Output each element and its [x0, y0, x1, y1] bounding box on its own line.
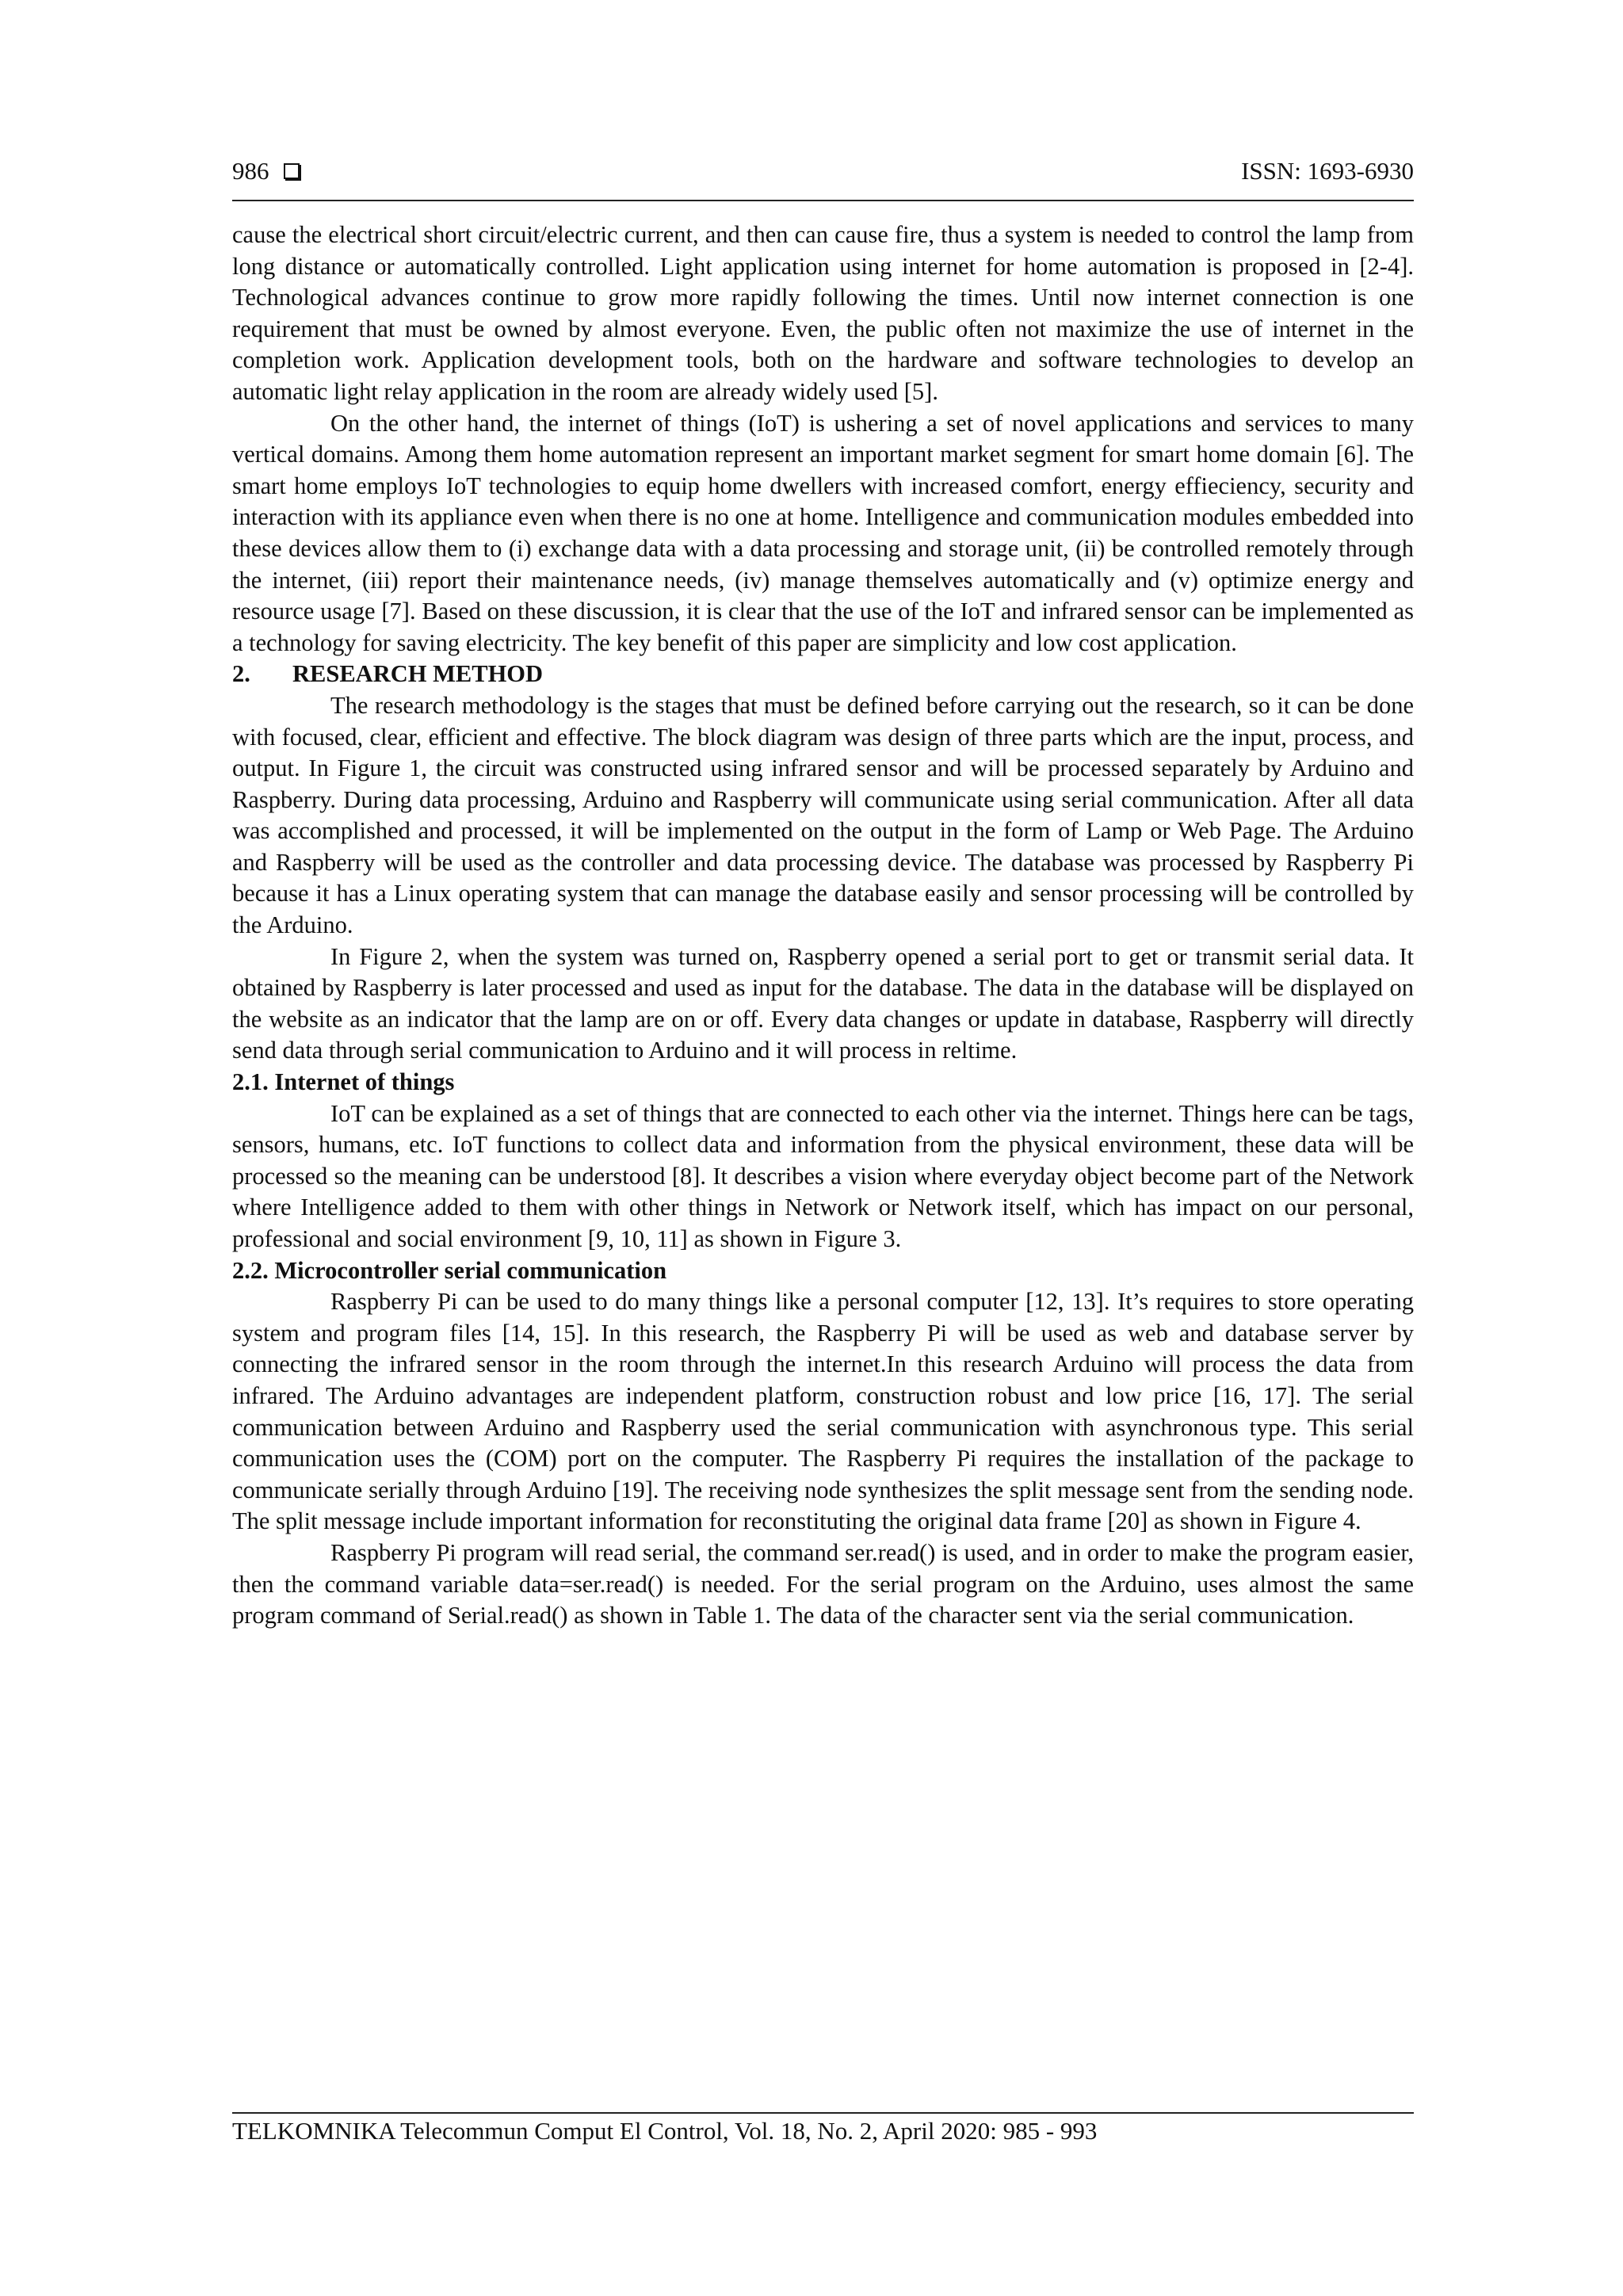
subsection-heading-serial: 2.2. Microcontroller serial communication	[232, 1256, 667, 1284]
page-number-group	[232, 155, 300, 187]
section-heading-research-method	[232, 659, 1414, 690]
page-footer	[232, 2112, 1414, 2147]
subsection-heading-iot: 2.1. Internet of things	[232, 1068, 455, 1096]
research-method-paragraph-2: In Figure 2, when the system was turned on, Raspberry opened a serial port to get or transmit serial data. It obtained by Raspberry is later processed and used as input for the database. The data in the database will be displayed on the website as an indicator that the lamp are on or off. Every data changes or update in database, Raspberry will directly send data through serial communication to Arduino and it will process in reltime.	[232, 942, 1414, 1064]
research-method-paragraph-1: The research methodology is the stages that must be defined before carrying out the research, so it can be done with focused, clear, efficient and effective. The block diagram was design of three parts which are the input, process, and output. In Figure 1, the circuit was constructed using infrared sensor and will be processed separately by Arduino and Raspberry. During data processing, Arduino and Raspberry will communicate using serial communication. After all data was accomplished and processed, it will be implemented on the output in the form of Lamp or Web Page. The Arduino and Raspberry will be used as the controller and data processing device. The database was processed by Raspberry Pi because it has a Linux operating system that can manage the database easily and sensor processing will be controlled by the Arduino.	[232, 691, 1414, 939]
issn: ISSN: 1693-6930	[1241, 157, 1414, 185]
section-number: 2.	[232, 660, 250, 688]
footer-citation: TELKOMNIKA Telecommun Comput El Control, Vol. 18, No. 2, April 2020: 985 - 993	[232, 2117, 1098, 2145]
page-number: 986	[232, 157, 269, 185]
iot-paragraph-1: IoT can be explained as a set of things that are connected to each other via the internet. Things here can be tags, sensors, humans, etc. IoT functions to collect data and information from the physical environment, these data will be processed so the meaning can be understood [8]. It describes a vision where everyday object become part of the Network where Intelligence added to them with other things in Network or Network itself, which has impact on our personal, professional and social environment [9, 10, 11] as shown in Figure 3.	[232, 1099, 1414, 1252]
page-header	[232, 155, 1414, 201]
intro-paragraph-1: cause the electrical short circuit/electric current, and then can cause fire, thus a system is needed to control the lamp from long distance or automatically controlled. Light application using internet for home automation is proposed in [2-4]. Technological advances continue to grow more rapidly following the times. Until now internet connection is one requirement that must be owned by almost everyone. Even, the public often not maximize the use of internet in the completion work. Application development tools, both on the hardware and software technologies to develop an automatic light relay application in the room are already widely used [5].	[232, 221, 1414, 405]
intro-paragraph-2: On the other hand, the internet of things (IoT) is ushering a set of novel applications and services to many vertical domains. Among them home automation represent an important market segment for smart home domain [6]. The smart home employs IoT technologies to equip home dwellers with increased comfort, energy effieciency, security and interaction with its appliance even when there is no one at home. Intelligence and communication modules embedded into these devices allow them to (i) exchange data with a data processing and storage unit, (ii) be controlled remotely through the internet, (iii) report their maintenance needs, (iv) manage themselves automatically and (v) optimize energy and resource usage [7]. Based on these discussion, it is clear that the use of the IoT and infrared sensor can be implemented as a technology for saving electricity. The key benefit of this paper are simplicity and low cost application.	[232, 409, 1414, 656]
section-title: RESEARCH METHOD	[292, 660, 544, 688]
serial-paragraph-1: Raspberry Pi can be used to do many things like a personal computer [12, 13]. It’s requires to store operating system and program files [14, 15]. In this research, the Raspberry Pi will be used as web and database server by connecting the infrared sensor in the room through the internet.In this research Arduino will process the data from infrared. The Arduino advantages are independent platform, construction robust and low price [16, 17]. The serial communication between Arduino and Raspberry used the serial communication with asynchronous type. This serial communication uses the (COM) port on the computer. The Raspberry Pi requires the installation of the package to communicate serially through Arduino [19]. The receiving node synthesizes the split message sent from the sending node. The split message include important information for reconstituting the original data frame [20] as shown in Figure 4.	[232, 1288, 1414, 1535]
serial-paragraph-2: Raspberry Pi program will read serial, the command ser.read() is used, and in order to make the program easier, then the command variable data=ser.read() is needed. For the serial program on the Arduino, uses almost the same program command of Serial.read() as shown in Table 1. The data of the character sent via the serial communication.	[232, 1538, 1414, 1629]
square-bullet-icon	[284, 163, 300, 179]
page-body	[232, 220, 1414, 1632]
